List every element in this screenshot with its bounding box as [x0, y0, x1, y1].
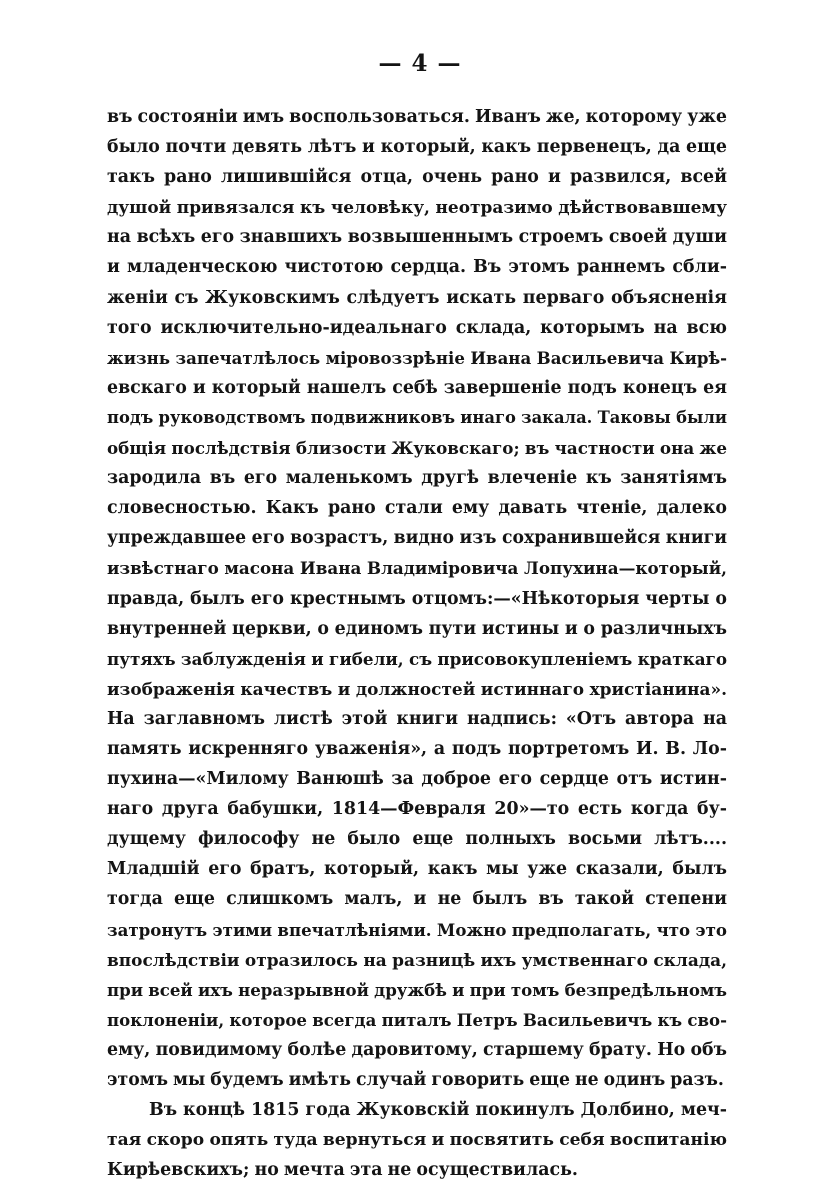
text-line: зародила въ его маленькомъ другѣ влеченiе къ занятiямъ	[107, 468, 727, 489]
text-line: женiи съ Жуковскимъ слѣдуетъ искать перваго объясненiя	[107, 287, 727, 308]
text-line: при всей ихъ неразрывной дружбѣ и при томъ безпредѣльномъ	[107, 979, 727, 1000]
text-line: было почти девять лѣтъ и который, какъ первенецъ, да еще	[107, 137, 727, 158]
text-line: въ состоянiи имъ воспользоваться. Иванъ же, которому уже	[107, 107, 727, 127]
text-line: и младенческою чистотою сердца. Въ этомъ раннемъ сбли-	[107, 257, 727, 278]
text-line: ему, повидимому болѣе даровитому, старшему брату. Но объ	[107, 1039, 727, 1060]
paragraph-2	[107, 1095, 727, 1185]
text-line: затронутъ этими впечатлѣнiями. Можно предполагать, что это	[107, 919, 727, 940]
body-text	[107, 102, 727, 1185]
text-line: этомъ мы будемъ имѣть случай говорить еще не одинъ разъ.	[107, 1070, 724, 1090]
text-line: Кирѣевскихъ; но мечта эта не осуществилась.	[107, 1160, 578, 1181]
text-line: пухина—«Милому Ванюшѣ за доброе его сердце отъ истин-	[107, 769, 727, 790]
paragraph-1	[107, 102, 727, 1095]
text-line: такъ рано лишившiйся отца, очень рано и развился, всей	[107, 167, 727, 188]
text-line: упреждавшее его возрастъ, видно изъ сохранившейся книги	[107, 528, 727, 549]
text-line: на всѣхъ его знавшихъ возвышеннымъ строемъ своей души	[107, 227, 727, 248]
text-line: наго друга бабушки, 1814—Февраля 20»—то есть когда бу-	[107, 799, 727, 820]
text-line: извѣстнаго масона Ивана Владимiровича Лопухина—который,	[107, 558, 727, 579]
text-line: жизнь запечатлѣлось мiровоззрѣнiе Ивана Васильевича Кирѣ-	[107, 347, 727, 368]
text-line: поклоненiи, которое всегда питалъ Петръ Васильевичъ къ сво-	[107, 1009, 727, 1030]
text-line: память искренняго уваженiя», а подъ портретомъ И. В. Ло-	[107, 738, 727, 759]
text-line: Младшiй его братъ, который, какъ мы уже сказали, былъ	[107, 859, 727, 880]
text-line: путяхъ заблужденiя и гибели, съ присовокупленiемъ краткаго	[107, 648, 727, 669]
text-line: На заглавномъ листѣ этой книги надпись: «Отъ автора на	[107, 708, 727, 729]
page-number: — 4 —	[378, 50, 462, 77]
text-line: правда, былъ его крестнымъ отцомъ:—«Нѣкоторыя черты о	[107, 588, 727, 609]
text-line: тогда еще слишкомъ малъ, и не былъ въ такой степени	[107, 889, 727, 910]
text-line: впослѣдствiи отразилось на разницѣ ихъ умственнаго склада,	[107, 949, 727, 970]
text-line: общiя послѣдствiя близости Жуковскаго; въ частности она же	[107, 438, 727, 459]
text-line: евскаго и который нашелъ себѣ завершенiе подъ конецъ ея	[107, 377, 727, 398]
text-line: внутренней церкви, о единомъ пути истины и о различныхъ	[107, 618, 727, 639]
text-line: душой привязался къ человѣку, неотразимо дѣйствовавшему	[107, 197, 727, 218]
text-line: словесностью. Какъ рано стали ему давать чтенiе, далеко	[107, 498, 727, 519]
text-line: дущему философу не было еще полныхъ восьми лѣтъ....	[107, 829, 727, 850]
text-line: подъ руководствомъ подвижниковъ инаго закала. Таковы были	[107, 407, 727, 427]
text-line: тая скоро опять туда вернуться и посвятить себя воспитанiю	[107, 1130, 727, 1151]
text-line: того исключительно-идеальнаго склада, которымъ на всю	[107, 317, 727, 338]
text-line: Въ концѣ 1815 года Жуковскiй покинулъ Долбино, меч-	[149, 1100, 727, 1121]
text-line: изображенiя качествъ и должностей истиннаго христiанина».	[107, 678, 727, 699]
